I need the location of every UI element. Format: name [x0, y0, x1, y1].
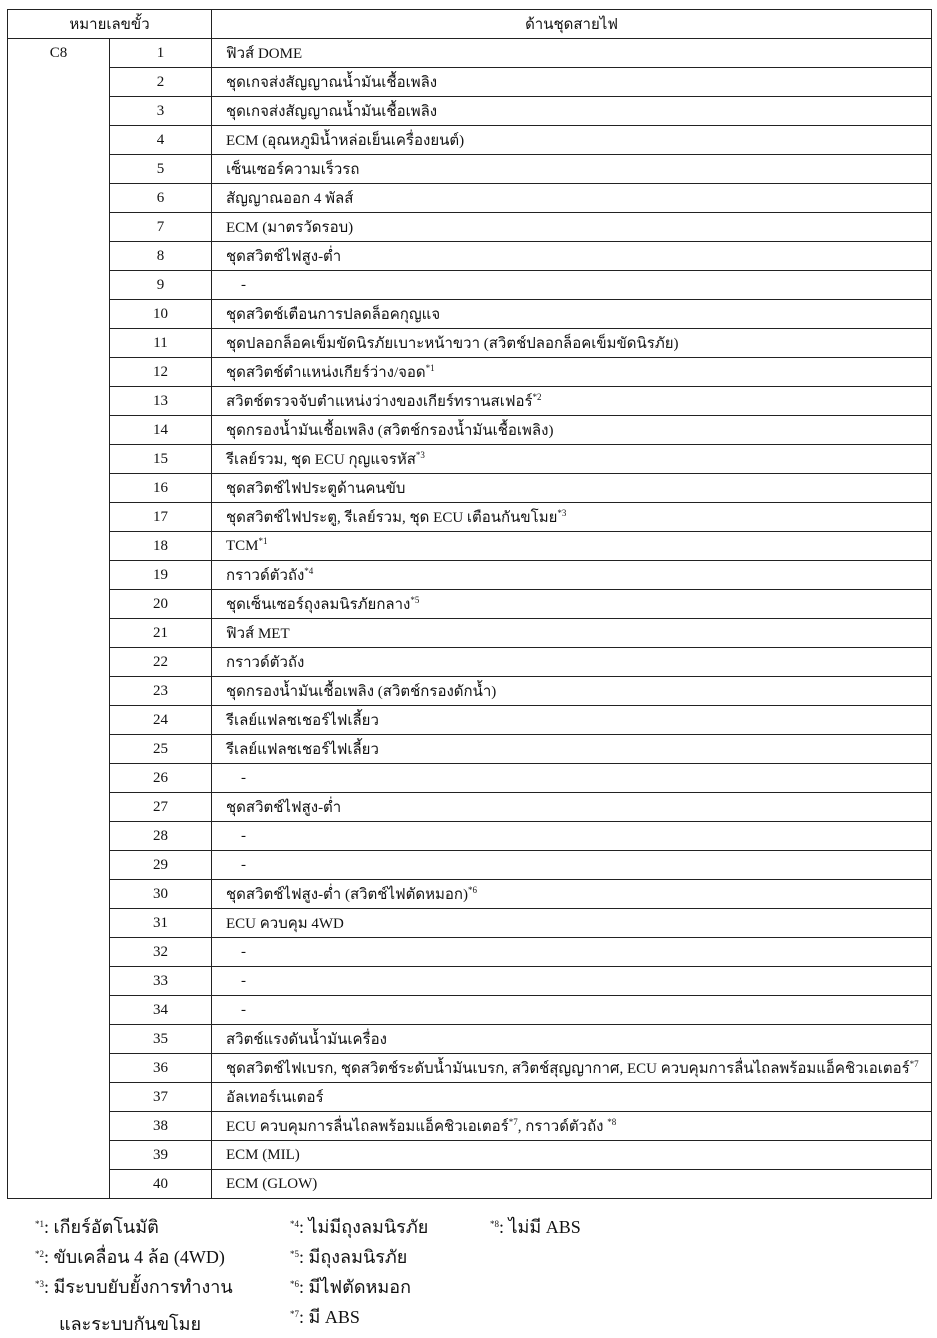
- description-text: -: [226, 276, 246, 293]
- table-row: [8, 706, 932, 735]
- pin-description: [212, 213, 932, 242]
- pin-description: [212, 619, 932, 648]
- pin-description: [212, 764, 932, 793]
- pin-description: [212, 126, 932, 155]
- pin-number: 21: [110, 619, 212, 648]
- table-row: [8, 648, 932, 677]
- pin-description: [212, 532, 932, 561]
- table-row: [8, 242, 932, 271]
- pin-number: 11: [110, 329, 212, 358]
- footnote-text: : ไม่มี ABS: [499, 1217, 581, 1237]
- footnote-text: : มีถุงลมนิรภัย: [299, 1247, 408, 1267]
- footnote-mark: *8: [490, 1219, 499, 1229]
- pin-description: [212, 184, 932, 213]
- table-row: [8, 1112, 932, 1141]
- pin-number: 22: [110, 648, 212, 677]
- footnote-mark: *2: [35, 1249, 44, 1259]
- table-row: [8, 1054, 932, 1083]
- pin-number: 26: [110, 764, 212, 793]
- pin-number: 9: [110, 271, 212, 300]
- table-row: [8, 68, 932, 97]
- pin-number: 6: [110, 184, 212, 213]
- description-text: -: [226, 972, 246, 989]
- footnote-mark: *7: [290, 1309, 299, 1319]
- description-text: -: [226, 827, 246, 844]
- table-row: [8, 329, 932, 358]
- footnote: [35, 1242, 225, 1271]
- pin-number: 29: [110, 851, 212, 880]
- footnote-ref: *8: [607, 1117, 617, 1127]
- pin-number: 18: [110, 532, 212, 561]
- footnote-mark: *1: [35, 1219, 44, 1229]
- table-row: [8, 416, 932, 445]
- table-row: [8, 590, 932, 619]
- pin-description: [212, 996, 932, 1025]
- pin-number: 33: [110, 967, 212, 996]
- pin-description: [212, 1112, 932, 1141]
- description-text: อัลเทอร์เนเตอร์: [226, 1090, 324, 1106]
- table-row: [8, 39, 932, 68]
- table-row: [8, 1025, 932, 1054]
- pin-number: 20: [110, 590, 212, 619]
- description-text: ECM (มาตรวัดรอบ): [226, 220, 354, 236]
- description-text: ECM (GLOW): [226, 1175, 318, 1192]
- pin-description: [212, 242, 932, 271]
- pin-number: 35: [110, 1025, 212, 1054]
- description-text: -: [226, 856, 246, 873]
- description-text: ฟิวส์ DOME: [226, 46, 303, 62]
- pin-number: 2: [110, 68, 212, 97]
- table-row: [8, 155, 932, 184]
- pin-number: 31: [110, 909, 212, 938]
- pin-number: 12: [110, 358, 212, 387]
- description-text: สวิตช์ตรวจจับตำแหน่งว่างของเกียร์ทรานสเฟอร์: [226, 394, 533, 410]
- table-row: [8, 1141, 932, 1170]
- footnote-ref: *4: [304, 566, 314, 576]
- footnote-ref: *3: [415, 450, 425, 460]
- footnote-mark: *4: [290, 1219, 299, 1229]
- description-text: สวิตช์แรงดันน้ำมันเครื่อง: [226, 1032, 387, 1048]
- table-row: [8, 300, 932, 329]
- pin-description: [212, 735, 932, 764]
- description-text: ECU ควบคุม 4WD: [226, 916, 344, 932]
- table-row: [8, 1170, 932, 1199]
- footnote: [290, 1242, 407, 1271]
- table-row: [8, 271, 932, 300]
- pin-number: 30: [110, 880, 212, 909]
- pin-description: [212, 677, 932, 706]
- pin-number: 36: [110, 1054, 212, 1083]
- table-row: [8, 677, 932, 706]
- pin-number: 1: [110, 39, 212, 68]
- pin-number: 16: [110, 474, 212, 503]
- table-row: [8, 938, 932, 967]
- footnote-text: : ไม่มีถุงลมนิรภัย: [299, 1217, 429, 1237]
- description-text: -: [226, 943, 246, 960]
- footnote-mark: *3: [35, 1279, 44, 1289]
- pin-description: [212, 474, 932, 503]
- table-row: [8, 967, 932, 996]
- footnote-text-cont: และระบบกันขโมย: [59, 1314, 202, 1334]
- table-row: [8, 358, 932, 387]
- footnote-ref: *5: [410, 595, 420, 605]
- pin-description: [212, 387, 932, 416]
- description-text: ชุดสวิตช์ไฟสูง-ต่ำ (สวิตช์ไฟตัดหมอก): [226, 887, 468, 903]
- pin-description: [212, 416, 932, 445]
- footnote-mark: *5: [290, 1249, 299, 1259]
- footnote: [35, 1272, 233, 1338]
- table-row: [8, 764, 932, 793]
- table-row: [8, 851, 932, 880]
- footnote: [290, 1272, 411, 1301]
- table-row: [8, 126, 932, 155]
- pin-description: [212, 967, 932, 996]
- pin-number: 5: [110, 155, 212, 184]
- pin-description: [212, 880, 932, 909]
- pin-description: [212, 358, 932, 387]
- pin-description: [212, 503, 932, 532]
- description-text: TCM: [226, 537, 259, 554]
- table-header-row: [8, 10, 932, 39]
- description-text: -: [226, 769, 246, 786]
- description-text: ชุดกรองน้ำมันเชื้อเพลิง (สวิตช์กรองดักน้ำ): [226, 684, 497, 700]
- pin-table: [7, 9, 932, 1199]
- footnote: [490, 1212, 581, 1241]
- footnote-ref: *1: [425, 363, 435, 373]
- description-text: ชุดสวิตช์เตือนการปลดล็อคกุญแจ: [226, 307, 441, 323]
- pin-description: [212, 1025, 932, 1054]
- description-text: ชุดสวิตช์ไฟประตูด้านคนขับ: [226, 481, 406, 497]
- description-text: ชุดกรองน้ำมันเชื้อเพลิง (สวิตช์กรองน้ำมันเชื้อเพลิง): [226, 423, 554, 439]
- description-text: ชุดเซ็นเซอร์ถุงลมนิรภัยกลาง: [226, 597, 411, 613]
- pin-description: [212, 68, 932, 97]
- pin-description: [212, 1083, 932, 1112]
- pin-description: [212, 909, 932, 938]
- table-row: [8, 474, 932, 503]
- pin-number: 27: [110, 793, 212, 822]
- pin-description: [212, 300, 932, 329]
- footnote-ref: *2: [532, 392, 542, 402]
- description-text: ชุดสวิตช์ไฟเบรก, ชุดสวิตช์ระดับน้ำมันเบรก, สวิตช์สุญญากาศ, ECU ควบคุมการลื่นไถลพร้อมแอ็คชิวเอเตอร์: [226, 1061, 910, 1077]
- pin-number: 7: [110, 213, 212, 242]
- description-text: , กราวด์ตัวถัง: [517, 1119, 608, 1135]
- footnote-ref: *6: [467, 885, 477, 895]
- description-text: ECM (MIL): [226, 1146, 300, 1163]
- table-row: [8, 387, 932, 416]
- footnote-text: : มีไฟตัดหมอก: [299, 1277, 411, 1297]
- pin-number: 39: [110, 1141, 212, 1170]
- pin-number: 19: [110, 561, 212, 590]
- pin-number: 25: [110, 735, 212, 764]
- footnote: [290, 1212, 428, 1241]
- pin-description: [212, 706, 932, 735]
- description-text: รีเลย์รวม, ชุด ECU กุญแจรหัส: [226, 452, 416, 468]
- pin-number: 32: [110, 938, 212, 967]
- pin-description: [212, 155, 932, 184]
- description-text: ชุดสวิตช์ตำแหน่งเกียร์ว่าง/จอด: [226, 365, 426, 381]
- pin-number: 34: [110, 996, 212, 1025]
- footnote-ref: *7: [909, 1059, 919, 1069]
- pin-number: 15: [110, 445, 212, 474]
- pin-number: 13: [110, 387, 212, 416]
- description-text: รีเลย์แฟลชเชอร์ไฟเลี้ยว: [226, 742, 379, 758]
- footnote-ref: *1: [258, 535, 268, 546]
- footnote-mark: *6: [290, 1279, 299, 1289]
- pin-description: [212, 271, 932, 300]
- description-text: ชุดปลอกล็อคเข็มขัดนิรภัยเบาะหน้าขวา (สวิตช์ปลอกล็อคเข็มขัดนิรภัย): [226, 336, 679, 352]
- table-row: [8, 619, 932, 648]
- pin-number: 14: [110, 416, 212, 445]
- header-harness-side: ด้านชุดสายไฟ: [212, 10, 932, 39]
- description-text: ชุดเกจส่งสัญญาณน้ำมันเชื้อเพลิง: [226, 104, 438, 120]
- pin-description: [212, 851, 932, 880]
- pin-number: 28: [110, 822, 212, 851]
- table-row: [8, 97, 932, 126]
- description-text: -: [226, 1001, 246, 1018]
- footnote: [35, 1212, 159, 1241]
- description-text: ชุดสวิตช์ไฟประตู, รีเลย์รวม, ชุด ECU เตือนกันขโมย: [226, 510, 558, 526]
- pin-description: [212, 39, 932, 68]
- pin-number: 10: [110, 300, 212, 329]
- pin-description: [212, 938, 932, 967]
- pin-number: 23: [110, 677, 212, 706]
- pin-description: [212, 1054, 932, 1083]
- pin-description: [212, 1141, 932, 1170]
- table-row: [8, 793, 932, 822]
- table-row: [8, 735, 932, 764]
- pin-number: 37: [110, 1083, 212, 1112]
- pin-number: 24: [110, 706, 212, 735]
- pin-description: [212, 561, 932, 590]
- description-text: ECM (อุณหภูมิน้ำหล่อเย็นเครื่องยนต์): [226, 133, 465, 149]
- description-text: ชุดเกจส่งสัญญาณน้ำมันเชื้อเพลิง: [226, 75, 438, 91]
- description-text: สัญญาณออก 4 พัลส์: [226, 191, 354, 207]
- footnote-text: : เกียร์อัตโนมัติ: [44, 1217, 159, 1237]
- description-text: กราวด์ตัวถัง: [226, 655, 305, 671]
- table-row: [8, 822, 932, 851]
- table-row: [8, 996, 932, 1025]
- pin-description: [212, 1170, 932, 1199]
- pin-number: 8: [110, 242, 212, 271]
- table-row: [8, 1083, 932, 1112]
- pin-description: [212, 648, 932, 677]
- description-text: ชุดสวิตช์ไฟสูง-ต่ำ: [226, 800, 342, 816]
- pin-number: 40: [110, 1170, 212, 1199]
- pin-description: [212, 590, 932, 619]
- pin-description: [212, 793, 932, 822]
- pin-number: 4: [110, 126, 212, 155]
- pin-number: 3: [110, 97, 212, 126]
- description-text: ชุดสวิตช์ไฟสูง-ต่ำ: [226, 249, 342, 265]
- table-row: [8, 184, 932, 213]
- table-row: [8, 880, 932, 909]
- table-row: [8, 503, 932, 532]
- pin-number: 38: [110, 1112, 212, 1141]
- description-text: กราวด์ตัวถัง: [226, 568, 305, 584]
- description-text: ECU ควบคุมการลื่นไถลพร้อมแอ็คชิวเอเตอร์: [226, 1119, 509, 1135]
- table-row: [8, 561, 932, 590]
- footnote-ref: *3: [557, 508, 567, 518]
- footnote: [290, 1302, 360, 1331]
- description-text: รีเลย์แฟลชเชอร์ไฟเลี้ยว: [226, 713, 379, 729]
- pin-number: 17: [110, 503, 212, 532]
- table-row: [8, 909, 932, 938]
- header-pin-number: หมายเลขขั้ว: [8, 10, 212, 39]
- pin-description: [212, 97, 932, 126]
- pin-description: [212, 445, 932, 474]
- footnote-text: : มีระบบยับยั้งการทำงาน: [44, 1277, 233, 1297]
- table-row: [8, 532, 932, 561]
- pin-description: [212, 822, 932, 851]
- table-row: [8, 213, 932, 242]
- description-text: เซ็นเซอร์ความเร็วรถ: [226, 162, 360, 178]
- pin-description: [212, 329, 932, 358]
- footnote-text: : ขับเคลื่อน 4 ล้อ (4WD): [44, 1247, 225, 1267]
- footnote-text: : มี ABS: [299, 1307, 360, 1327]
- description-text: ฟิวส์ MET: [226, 626, 290, 642]
- connector-id: C8: [8, 39, 110, 1199]
- table-row: [8, 445, 932, 474]
- footnote-ref: *7: [508, 1117, 518, 1127]
